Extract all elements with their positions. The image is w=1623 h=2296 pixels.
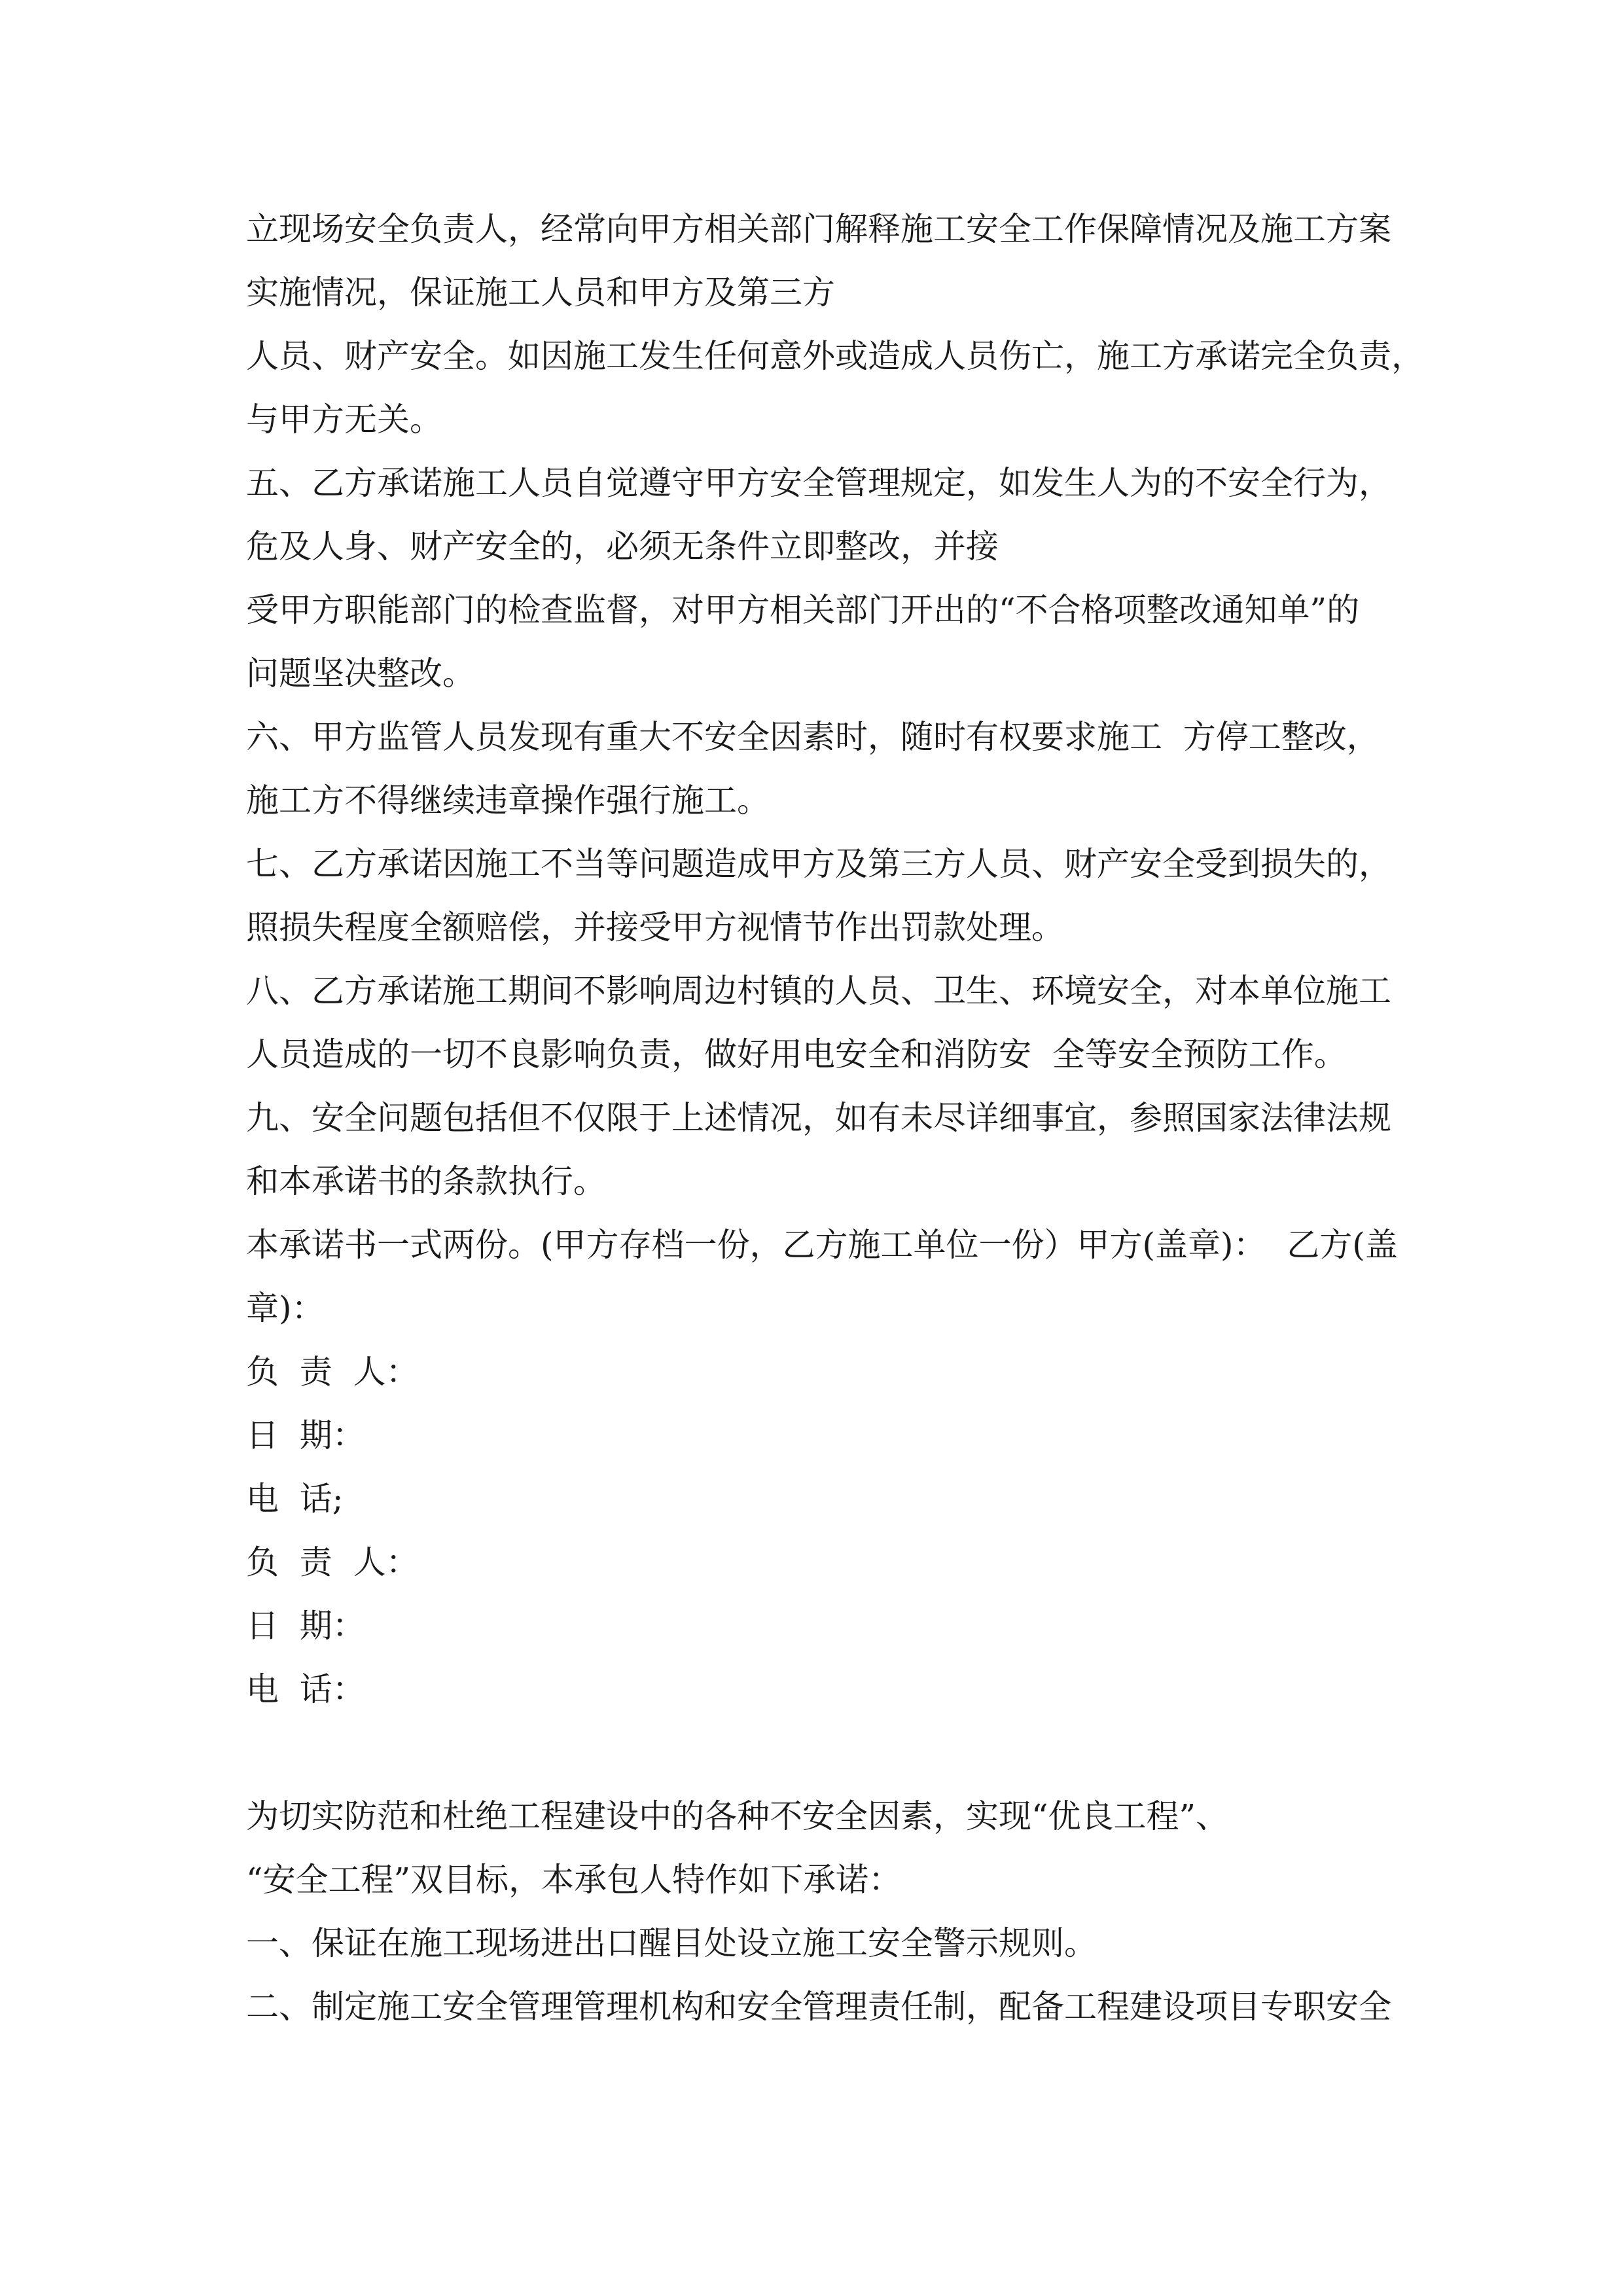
- clause-nine: 九、安全问题包括但不仅限于上述情况，如有未尽详细事宜，参照国家法律法规: [246, 1099, 1391, 1137]
- text-line: 章)：: [246, 1289, 325, 1327]
- signature-responsible-person: 负 责 人：: [246, 1543, 419, 1581]
- text-line: 受甲方职能部门的检查监督，对甲方相关部门开出的“不合格项整改通知单”的: [246, 591, 1360, 629]
- text-line: 问题坚决整改。: [246, 655, 475, 692]
- clause-six: 六、甲方监管人员发现有重大不安全因素时，随时有权要求施工 方停工整改，: [246, 718, 1380, 756]
- text-line: “安全工程”双目标，本承包人特作如下承诺：: [246, 1861, 902, 1899]
- clause-eight: 八、乙方承诺施工期间不影响周边村镇的人员、卫生、环境安全，对本单位施工: [246, 972, 1391, 1010]
- text-line: 危及人身、财产安全的，必须无条件立即整改，并接: [246, 528, 999, 565]
- text-line: 立现场安全负责人，经常向甲方相关部门解释施工安全工作保障情况及施工方案: [246, 210, 1391, 248]
- clause-one: 一、保证在施工现场进出口醒目处设立施工安全警示规则。: [246, 1924, 1097, 1962]
- section-gap: [246, 1721, 1424, 1785]
- clause-five: 五、乙方承诺施工人员自觉遵守甲方安全管理规定，如发生人为的不安全行为，: [246, 464, 1391, 502]
- signature-responsible-person: 负 责 人：: [246, 1353, 419, 1391]
- signature-date: 日 期：: [246, 1416, 365, 1454]
- clause-seven: 七、乙方承诺因施工不当等问题造成甲方及第三方人员、财产安全受到损失的，: [246, 845, 1391, 883]
- signature-phone: 电 话;: [246, 1480, 344, 1518]
- intro-statement: 为切实防范和杜绝工程建设中的各种不安全因素，实现“优良工程”、: [246, 1797, 1229, 1835]
- text-line: 人员、财产安全。如因施工发生任何意外或造成人员伤亡，施工方承诺完全负责，: [246, 337, 1424, 375]
- text-line: 实施情况，保证施工人员和甲方及第三方: [246, 274, 835, 312]
- signature-date: 日 期：: [246, 1607, 365, 1645]
- text-line: 照损失程度全额赔偿，并接受甲方视情节作出罚款处理。: [246, 908, 1064, 946]
- document-body: [246, 198, 1424, 2039]
- text-line: 人员造成的一切不良影响负责，做好用电安全和消防安 全等安全预防工作。: [246, 1035, 1347, 1073]
- clause-two: 二、制定施工安全管理管理机构和安全管理责任制，配备工程建设项目专职安全: [246, 1988, 1391, 2026]
- text-line: 施工方不得继续违章操作强行施工。: [246, 781, 770, 819]
- copies-statement: 本承诺书一式两份。(甲方存档一份，乙方施工单位一份）甲方(盖章)： 乙方(盖: [246, 1226, 1398, 1264]
- text-line: 与甲方无关。: [246, 401, 442, 439]
- text-line: 和本承诺书的条款执行。: [246, 1162, 606, 1200]
- signature-phone: 电 话：: [246, 1670, 365, 1708]
